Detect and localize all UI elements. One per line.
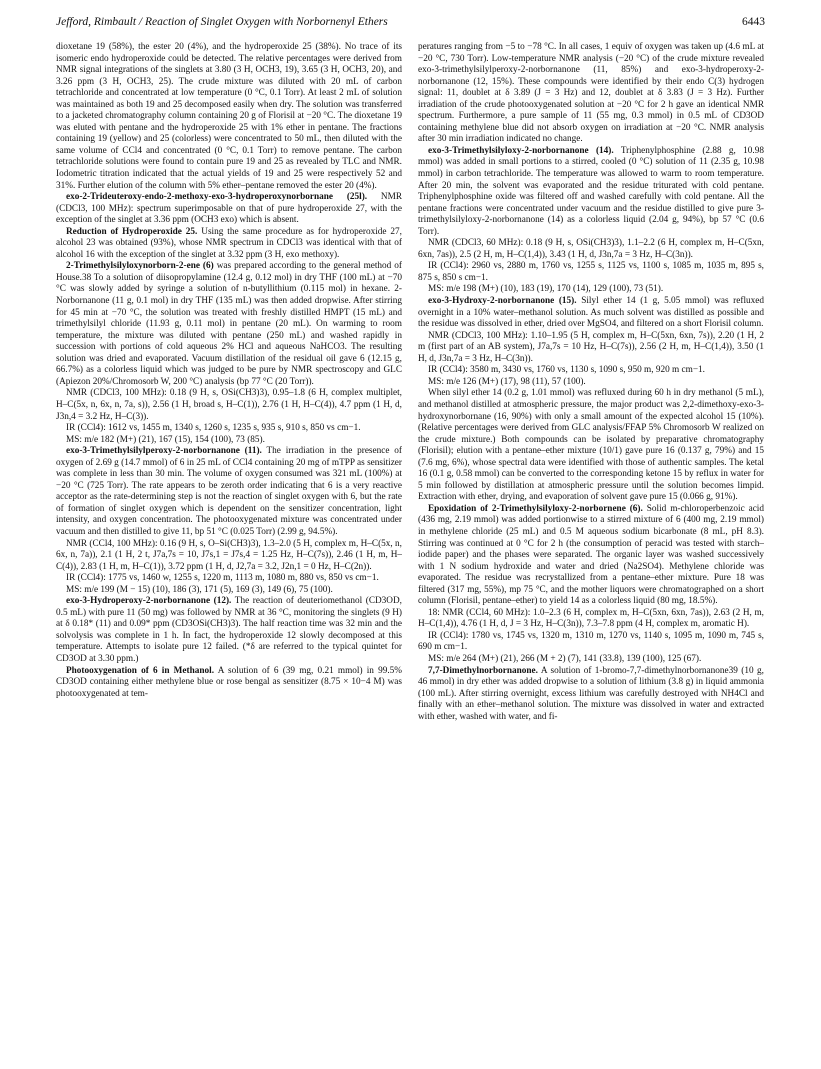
right-column	[418, 42, 764, 1057]
paragraph-text: Triphenylphosphine (2.88 g, 10.98 mmol) was added in small portions to a stirred, cooled (0 °C) solution of 11 (2.35 g, 10.98 mmol) in carbon tetrachloride. The temperature was allowed to warm to room temperature. After 20 min, the solvent was evaporated and the residue triturated with cold pentane. Triphenylphosphine oxide was filtered off and washed carefully with cold pentane. All the pentane fractions were concentrated under vacuum and the residue distilled to give pure 3-trimethylsilyloxy-2-norbornanone (14) as a colorless liquid (2.04 g, 94%), bp 57 °C (0.6 Torr).	[418, 145, 764, 237]
paragraph-text: IR (CCl4): 1612 vs, 1455 m, 1340 s, 1260 s, 1235 s, 935 s, 910 s, 850 vs cm−1.	[66, 423, 361, 434]
paragraph-text: MS: m/e 264 (M+) (21), 266 (M + 2) (7), 141 (33.8), 139 (100), 125 (67).	[428, 653, 702, 664]
paragraph	[418, 365, 764, 377]
paragraph	[56, 42, 402, 192]
paragraph	[418, 42, 764, 146]
paragraph-text: IR (CCl4): 3580 m, 3430 vs, 1760 vs, 1130 s, 1090 s, 950 m, 920 m cm−1.	[428, 365, 705, 376]
paragraph-heading: Photooxygenation of 6 in Methanol.	[66, 665, 215, 676]
paragraph-text: Solid m-chloroperbenzoic acid (436 mg, 2.19 mmol) was added portionwise to a stirred mixture of 6 (400 mg, 2.19 mmol) in methylene chloride (25 mL) and 0.5 M aqueous sodium bicarbonate (8 mL, pH 8.3). Stirring was continued at 0 °C for 2 h (the consumption of peracid was tested with starch–iodide paper) and the phases were separated. The organic layer was washed successively with 1 N sodium hydroxide and water and dried (Na2SO4). Methylene chloride was evaporated. The residue was recrystallized from a pentane–ether mixture. Pure 18 was filtered (317 mg, 55%), mp 75 °C, and the mother liquors were chromatographed on a short column (Florisil, pentane–ether) to yield 14 as a colorless liquid (80 mg, 18.5%).	[418, 503, 764, 607]
paragraph	[418, 666, 764, 724]
paragraph	[56, 227, 402, 262]
page-header	[56, 16, 765, 34]
paragraph-text: Using the same procedure as for hydroperoxide 27, alcohol 23 was obtained (93%), whose NMR spectrum in CDCl3 was identical with that of alcohol 16 with the exception of the singlet at 3.32 ppm (3 H, exo methoxy).	[56, 226, 402, 260]
paragraph-heading: exo-3-Hydroxy-2-norbornanone (15).	[428, 296, 577, 307]
paragraph-heading: Reduction of Hydroperoxide 25.	[66, 226, 198, 237]
page-number: 6443	[742, 16, 765, 28]
paragraph	[418, 388, 764, 503]
paragraph-text: MS: m/e 126 (M+) (17), 98 (11), 57 (100).	[428, 376, 586, 387]
paragraph-text: A solution of 6 (39 mg, 0.21 mmol) in 99.5% CD3OD containing either methylene blue or rose bengal as sensitizer (8.75 × 10−4 M) was photooxygenated at tem-	[56, 665, 402, 699]
paragraph-text: IR (CCl4): 1780 vs, 1745 vs, 1320 m, 1310 m, 1270 vs, 1140 s, 1095 m, 1090 m, 745 s, 690 m cm−1.	[418, 630, 764, 653]
paragraph	[56, 585, 402, 597]
paragraph-heading: exo-3-Trimethylsilylperoxy-2-norbornanone (11).	[66, 446, 262, 457]
paragraph-text: was prepared according to the general method of House.38 To a solution of diisopropylamine (12.4 g, 0.12 mol) in dry THF (100 mL) at −70 °C was slowly added by syringe a solution of n-butyllithium (0.115 mol) in hexane. 2-Norbornanone (11 g, 0.1 mol) in dry THF (135 mL) was then added dropwise. After stirring for 45 min at −70 °C, the solution was treated with freshly distilled HMPT (15 mL) and trimethylsilyl chloride (11.93 g, 0.11 mol) in pentane (20 mL). On warming to room temperature, the mixture was diluted with pentane (250 mL) and washed rapidly in succession with portions of cold aqueous 2% HCl and aqueous NaHCO3. The resulting solution was dried and evaporated. Vacuum distillation of the residual oil gave 6 (12.15 g, 66.7%) as a colorless liquid which was judged to be pure by NMR spectroscopy and GLC (Apiezon 20%/Chromosorb W, 200 °C) analysis (bp 77 °C (20 Torr)).	[56, 261, 402, 387]
paragraph	[56, 446, 402, 538]
paragraph	[418, 261, 764, 284]
paragraph	[56, 573, 402, 585]
paragraph-heading: 2-Trimethylsilyloxynorborn-2-ene (6)	[66, 261, 214, 272]
paragraph	[56, 192, 402, 227]
paragraph-text: A solution of 1-bromo-7,7-dimethylnorbornanone39 (10 g, 46 mmol) in dry ether was added dropwise to a solution of lithium (3.8 g) in liquid ammonia (100 mL). After stirring overnight, excess lithium was carefully destroyed with NH4Cl and finally with an ether–methanol solution. The mixture was dissolved in water and extracted with ether, washed with water, and fi-	[418, 665, 764, 722]
paragraph	[418, 284, 764, 296]
paragraph	[56, 261, 402, 388]
paragraph-text: NMR (CDCl3, 100 MHz): 1.10–1.95 (5 H, complex m, H–C(5xn, 6xn, 7s)), 2.20 (1 H, 2 m (first part of an AB system), J7a,7s = 10 Hz, H–C(7s)), 2.56 (2 H, m, H–C(1,4)), 3.50 (1 H, d, J3n,7a = 3 Hz, H–C(3n)).	[418, 330, 764, 364]
paragraph-text: NMR (CDCl3, 60 MHz): 0.18 (9 H, s, OSi(CH3)3), 1.1–2.2 (6 H, complex m, H–C(5xn, 6xn, 7as)), 2.5 (2 H, m, H–C(1,4)), 3.43 (1 H, d, J3n,7a = 3 Hz, H–C(3n)).	[418, 238, 764, 260]
paragraph-text: MS: m/e 198 (M+) (10), 183 (19), 170 (14), 129 (100), 73 (51).	[428, 284, 664, 295]
paragraph-heading: exo-3-Trimethylsilyloxy-2-norbornanone (14).	[428, 145, 614, 156]
paragraph	[418, 608, 764, 631]
paragraph-text: MS: m/e 182 (M+) (21), 167 (15), 154 (100), 73 (85).	[66, 434, 265, 445]
paragraph	[56, 596, 402, 665]
paragraph	[418, 654, 764, 666]
paragraph-heading: 7,7-Dimethylnorbornanone.	[428, 665, 538, 676]
paragraph	[56, 539, 402, 574]
paragraph-text: dioxetane 19 (58%), the ester 20 (4%), and the hydroperoxide 25 (38%). No trace of its isomeric endo hydroperoxide could be detected. The relative percentages were derived from NMR signal integrations of the singlets at 3.80 (3 H, OCH3, 19), 3.65 (3 H, OCH3, 20), and 3.26 ppm (3 H, OCH3, 25). The crude mixture was diluted with 20 mL of carbon tetrachloride and concentrated at low temperature (0 °C, 0.1 Torr). At least 2 mL of solution was maintained as both 19 and 25 decomposed easily when dry. The solution was transferred to a jacketed chromatography column containing 20 g of Florisil at −20 °C. The dioxetane 19 was eluted with pentane and the hydroperoxide 25 with 1% ether in pentane. The fractions containing 19 (yellow) and 25 (colorless) were concentrated to 50 mL, then diluted with the same volume of CCl4 and concentrated (0 °C, 0.1 Torr) to remove pentane. The carbon tetrachloride solutions were found to contain pure 19 and 25 as revealed by TLC and NMR. Iodometric titration indicated that the actual yields of 19 and 25 were respectively 52 and 31%. Further elution of the column with 5% ether–pentane removed the ester 20 (4%).	[56, 42, 402, 191]
left-column	[56, 42, 402, 1057]
paragraph	[56, 423, 402, 435]
paragraph	[418, 296, 764, 331]
paragraph	[418, 238, 764, 261]
paragraph-text: NMR (CDCl3, 100 MHz): 0.18 (9 H, s, OSi(CH3)3), 0.95–1.8 (6 H, complex multiplet, H–C(5x, n, 6x, n, 7a, s)), 2.56 (1 H, broad s, H–C(1)), 2.76 (1 H, H–C(4)), 4.7 ppm (1 H, d, J3n,4 = 3.2 Hz, H–C(3)).	[56, 388, 402, 422]
paragraph	[418, 631, 764, 654]
paragraph-heading: exo-3-Hydroperoxy-2-norbornanone (12).	[66, 596, 232, 607]
paragraph	[418, 146, 764, 238]
paragraph	[418, 504, 764, 608]
paragraph-text: NMR (CCl4, 100 MHz): 0.16 (9 H, s, O–Si(CH3)3), 1.3–2.0 (5 H, complex m, H–C(5x, n, 6x, n, 7a)), 2.1 (1 H, 2 t, J7a,7s = 10, J7s,1 = J7s,4 = 1.25 Hz, H–C(7s)), 2.46 (1 H, m, H–C(4)), 2.83 (1 H, m, H–C(1)), 3.72 ppm (1 H, d, J2,7a = 3.2, J2n,1 = 0 Hz, H–C(2n)).	[56, 538, 402, 572]
paragraph-heading: exo-2-Trideuteroxy-endo-2-methoxy-exo-3-hydroperoxynorbornane (25l).	[66, 192, 368, 203]
paragraph-text: The reaction of deuteriomethanol (CD3OD, 0.5 mL) with pure 11 (50 mg) was followed by NMR at 36 °C, monitoring the singlets (9 H) at δ 0.18* (11) and 0.09* ppm (CD3OSi(CH3)3). The half reaction time was 32 min and the solvolysis was complete in 1 h. In fact, the hydroperoxide 12 slowly decomposed at this temperature. Attempts to isolate pure 12 failed. (*δ are referred to the typical quintet for CD3OD at 3.30 ppm.)	[56, 596, 402, 664]
paragraph	[418, 377, 764, 389]
paragraph	[418, 331, 764, 366]
paragraph	[56, 666, 402, 701]
paragraph-text: When silyl ether 14 (0.2 g, 1.01 mmol) was refluxed during 60 h in dry methanol (5 mL), and methanol distilled at atmospheric pressure, the major product was 2,2-dimethoxy-exo-3-hydroxynorbornane (16, 90%) with only a small amount of the expected alcohol 15 (10%). (Relative percentages were derived from GLC analysis/FFAP 5% Chromosorb W realized on the crude mixture.) Both compounds can be isolated by preparative chromatography (Florisil); elution with a pentane–ether mixture (10/1) gave pure 16 (0.137 g, 79%) and 15 (7.6 mg, 6%), whose spectral data were identified with those of authentic samples. The ketal 16 (0.1 g, 0.58 mmol) can be converted to the corresponding ketone 15 by reflux in water for 5 min followed by distillation at atmospheric pressure until the solution becomes limpid. Extraction with ether, drying, and evaporation of solvent gave pure 15 (0.066 g, 91%).	[418, 388, 764, 503]
paragraph	[56, 388, 402, 423]
paragraph-text: The irradiation in the presence of oxygen of 2.69 g (14.7 mmol) of 6 in 25 mL of CCl4 containing 20 mg of mTPP as sensitizer was complete in less than 30 min. The volume of oxygen consumed was 321 mL (100%) at −20 °C (725 Torr). The rate appears to be zeroth order indicating that 6 is a very reactive acceptor as the rate-determining step is not the reaction of singlet oxygen with 6, but the rate of formation of singlet oxygen which is dependent on the sensitizer concentration, light intensity, and oxygen concentration. The photooxygenated mixture was concentrated under vacuum and then distilled to give 11, bp 51 °C (0.025 Torr) (2.99 g, 94.5%).	[56, 446, 402, 537]
paragraph-text: IR (CCl4): 1775 vs, 1460 w, 1255 s, 1220 m, 1113 m, 1080 m, 880 vs, 850 vs cm−1.	[66, 573, 379, 584]
paragraph-text: 18: NMR (CCl4, 60 MHz): 1.0–2.3 (6 H, complex m, H–C(5xn, 6xn, 7as)), 2.63 (2 H, m, H–C(1,4)), 4.76 (1 H, d, J = 3 Hz, H–C(3n)), 7.3–7.8 ppm (4 H, complex m, aromatic H).	[418, 607, 764, 630]
paragraph-text: IR (CCl4): 2960 vs, 2880 m, 1760 vs, 1255 s, 1125 vs, 1100 s, 1085 m, 1035 m, 895 s, 875 s, 850 s cm−1.	[418, 261, 764, 283]
paragraph-text: NMR (CDCl3, 100 MHz): spectrum superimposable on that of pure hydroperoxide 27, with the exception of the singlet at 3.36 ppm (OCH3 exo) which is absent.	[56, 192, 402, 226]
running-head: Jefford, Rimbault / Reaction of Singlet Oxygen with Norbornenyl Ethers	[56, 16, 388, 28]
paragraph-text: Silyl ether 14 (1 g, 5.05 mmol) was refluxed overnight in a 10% water–methanol solution. As much solvent was distilled as possible and the residue was dissolved in ether, dried over MgSO4, and filtered on a short Florisil column.	[418, 296, 764, 330]
paragraph	[56, 435, 402, 447]
paragraph-heading: Epoxidation of 2-Trimethylsilyloxy-2-norbornene (6).	[428, 503, 643, 514]
paragraph-text: MS: m/e 199 (M − 15) (10), 186 (3), 171 (5), 169 (3), 149 (6), 75 (100).	[66, 584, 333, 595]
paragraph-text: peratures ranging from −5 to −78 °C. In all cases, 1 equiv of oxygen was taken up (4.6 mL at −20 °C, 730 Torr). Low-temperature NMR analysis (−20 °C) of the crude mixture revealed exo-3-trimethylsilylperoxy-2-norbornanone (11, 85%) and exo-3-hydroperoxy-2-norbornanone (12, 15%). These compounds were identified by their endo C(3) hydrogen signal: 11, doublet at δ 3.89 (J = 3 Hz) and 12, doublet at δ 3.83 (J = 3 Hz). Further irradiation of the crude photooxygenated solution at −20 °C for 2 h gave an identical NMR spectrum. Furthermore, a pure sample of 11 (55 mg, 0.3 mmol) in 0.5 mL of CD3OD containing methylene blue did not absorb oxygen on irradiation at −20 °C. NMR analysis after 30 min irradiation indicated no change.	[418, 42, 764, 145]
